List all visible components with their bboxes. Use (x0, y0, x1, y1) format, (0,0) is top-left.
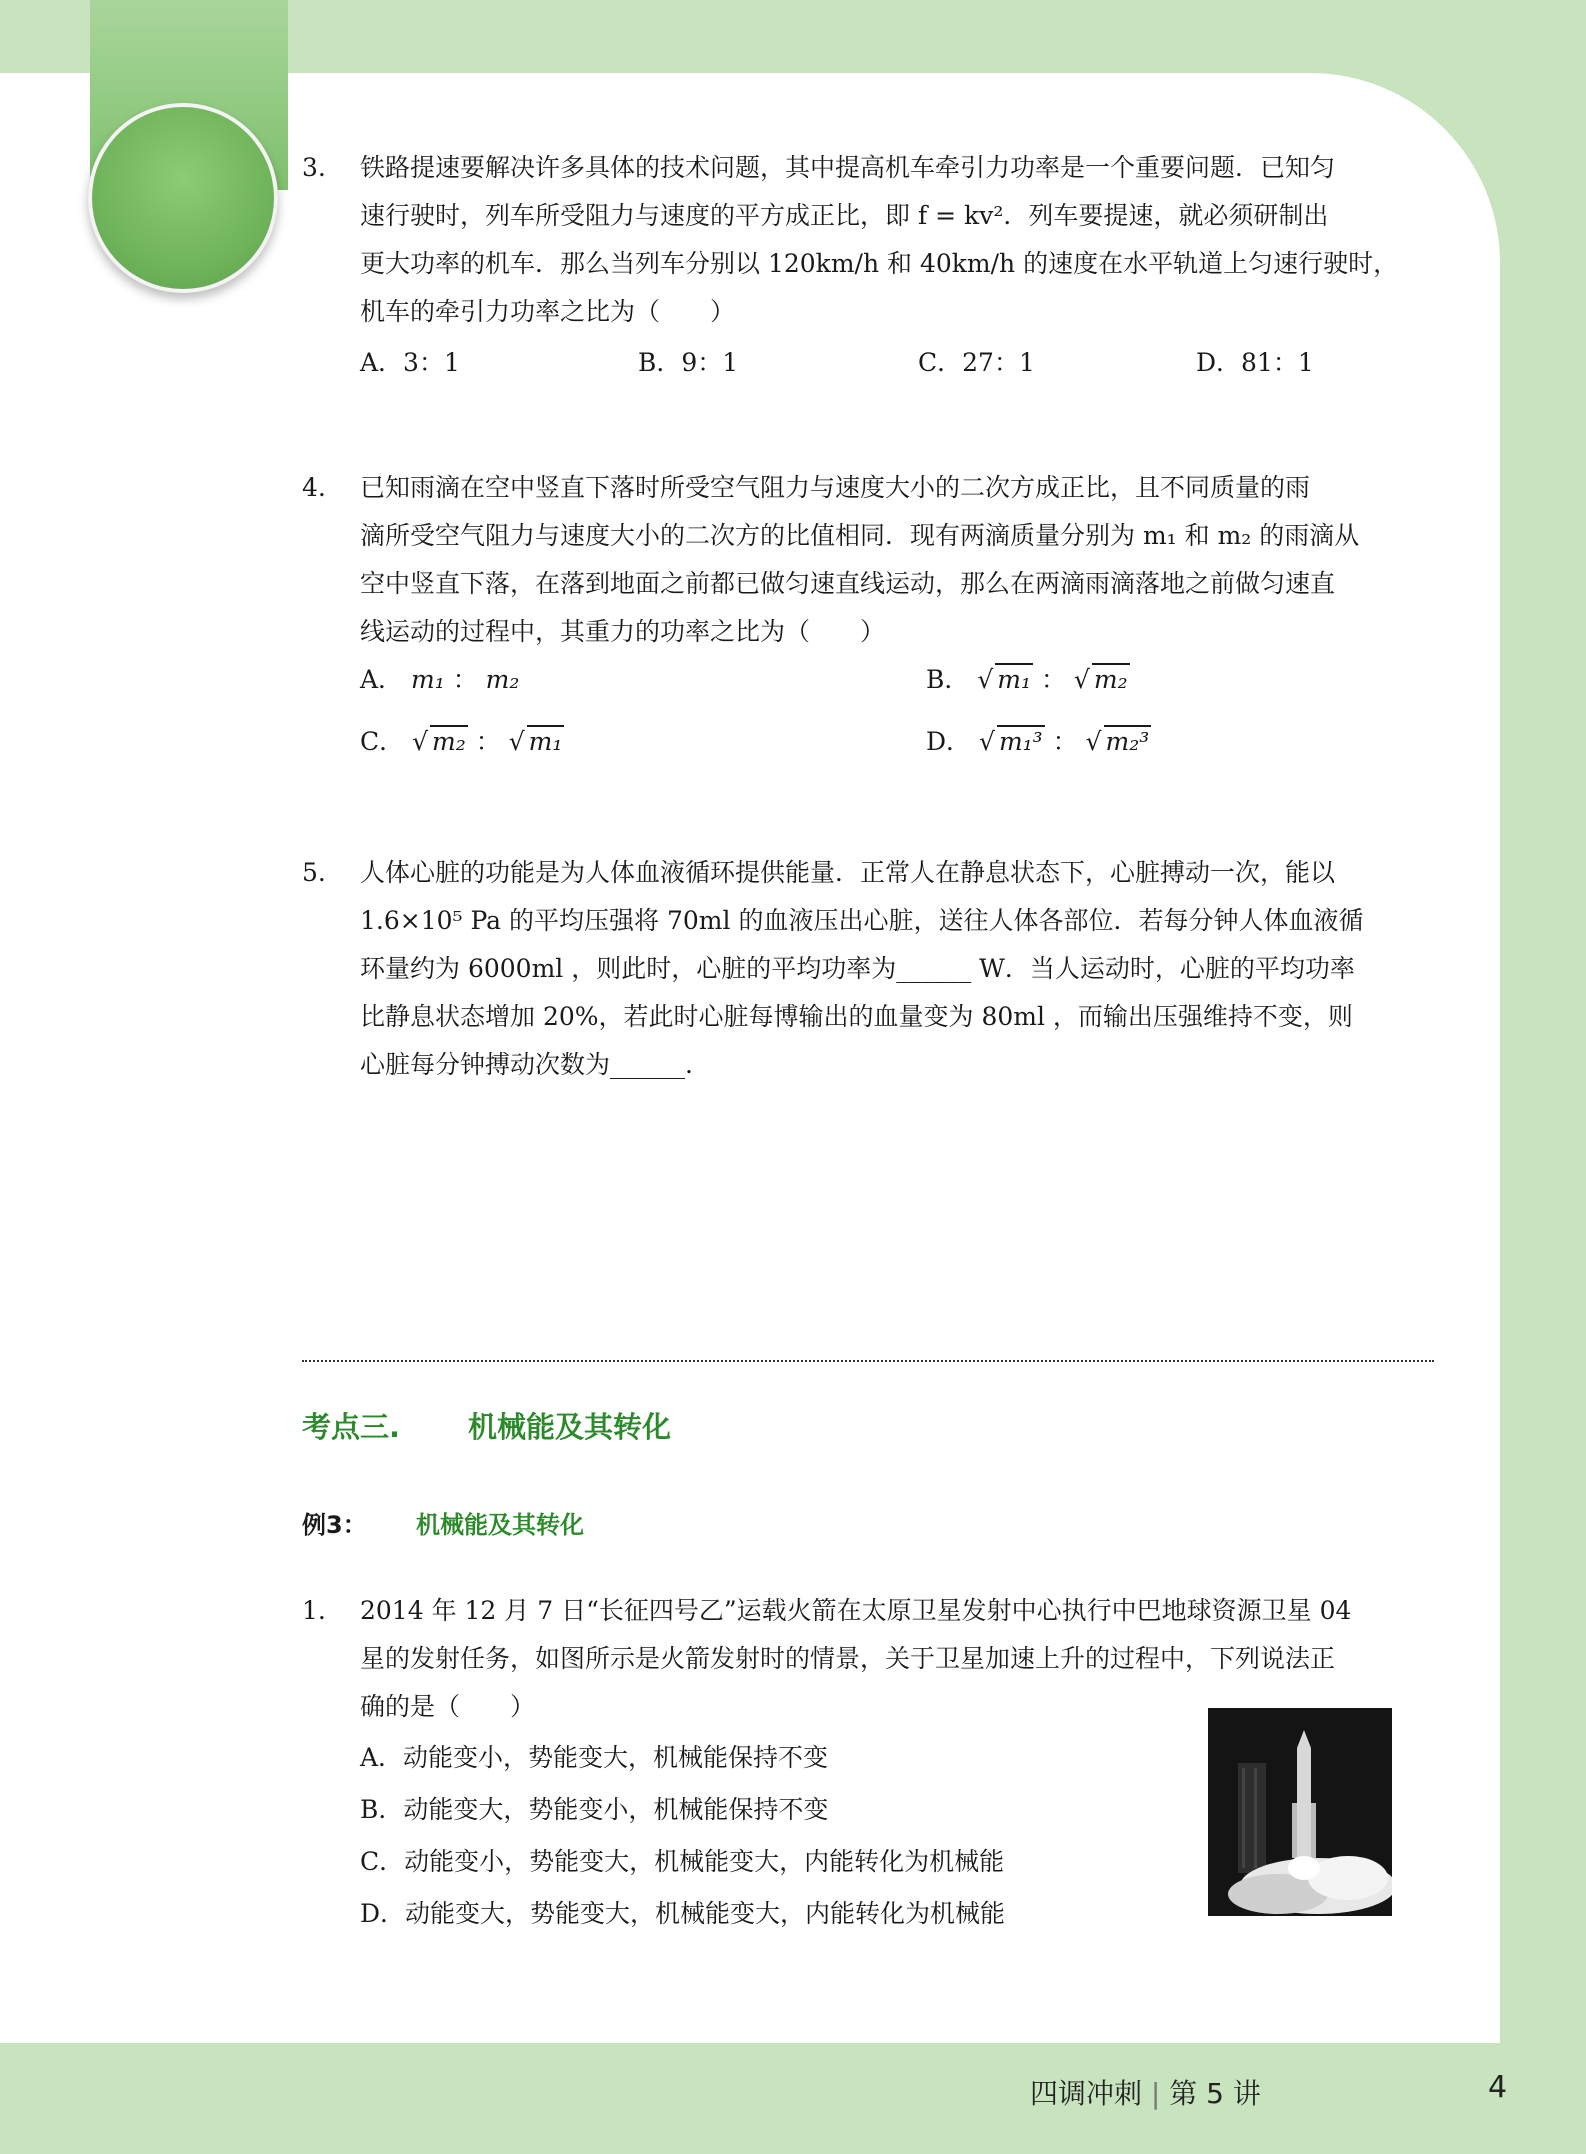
question-line: 机车的牵引力功率之比为（ ） (360, 297, 736, 326)
question-line: 线运动的过程中，其重力的功率之比为（ ） (360, 617, 886, 646)
question-line: 比静息状态增加 20%，若此时心脏每博输出的血量变为 80ml ，而输出压强维持不变，则 (360, 1002, 1353, 1031)
option-c[interactable]: C．动能变小，势能变大，机械能变大，内能转化为机械能 (360, 1847, 1005, 1876)
question-line: 星的发射任务，如图所示是火箭发射时的情景，关于卫星加速上升的过程中，下列说法正 (360, 1644, 1336, 1673)
option-b[interactable]: B． √ m₁ ： √ m₂ (926, 665, 1128, 694)
footer-course: 四调冲刺 | 第 5 讲 (1030, 2077, 1261, 2110)
section-label: 考点三. (302, 1410, 401, 1444)
ratio-sep: ： (1052, 727, 1078, 756)
page-number: 4 (1488, 2070, 1508, 2105)
question-line: 铁路提速要解决许多具体的技术问题，其中提高机车牵引力功率是一个重要问题．已知匀 (360, 153, 1336, 182)
question-3 (302, 144, 1442, 336)
math-sqrt-m2-cubed: m₂³ (1105, 727, 1150, 756)
question-line: 环量约为 6000ml ，则此时，心脏的平均功率为______ W．当人运动时，心脏的平均功率 (360, 954, 1355, 983)
rocket-launch-photo (1208, 1708, 1392, 1916)
example-heading (302, 1505, 584, 1540)
ratio-sep: ： (1040, 665, 1066, 694)
course-name: 四调冲刺 (1030, 2077, 1143, 2110)
question-line: 1.6×10⁵ Pa 的平均压强将 70ml 的血液压出心脏，送往人体各部位．若每分钟人体血液循 (360, 906, 1364, 935)
option-b[interactable]: B．9：1 (638, 348, 739, 377)
section-title: 机械能及其转化 (468, 1410, 672, 1444)
question-number: 1. (302, 1596, 326, 1625)
option-d[interactable]: D． √ m₁³ ： √ m₂³ (926, 727, 1150, 756)
math-sqrt-m1: m₁ (528, 727, 563, 756)
option-a[interactable]: A．3：1 (360, 348, 460, 377)
option-label: D． (926, 727, 972, 756)
math-m2: m₂ (485, 665, 520, 694)
question-line: 空中竖直下落，在落到地面之前都已做匀速直线运动，那么在两滴雨滴落地之前做匀速直 (360, 569, 1336, 598)
ratio-sep: ： (452, 665, 478, 694)
question-line: 确的是（ ） (360, 1692, 536, 1721)
example-title: 机械能及其转化 (416, 1511, 584, 1539)
question-number: 4. (302, 473, 326, 502)
math-m1: m₁ (411, 665, 445, 694)
question-line: 更大功率的机车．那么当列车分别以 120km/h 和 40km/h 的速度在水平轨道上匀速行驶时， (360, 249, 1399, 278)
section-heading (302, 1405, 672, 1446)
option-label: C． (360, 727, 405, 756)
question-line: 已知雨滴在空中竖直下落时所受空气阻力与速度大小的二次方成正比，且不同质量的雨 (360, 473, 1311, 502)
question-line: 2014 年 12 月 7 日“长征四号乙”运载火箭在太原卫星发射中心执行中巴地球资源卫星 04 (360, 1596, 1352, 1625)
option-d[interactable]: D．动能变大，势能变大，机械能变大，内能转化为机械能 (360, 1899, 1006, 1928)
section-divider (302, 1360, 1434, 1362)
example-label: 例3： (302, 1511, 367, 1539)
question-line: 人体心脏的功能是为人体血液循环提供能量．正常人在静息状态下，心脏搏动一次，能以 (360, 858, 1336, 887)
math-sqrt-m2: m₂ (432, 727, 466, 756)
ratio-sep: ： (475, 727, 501, 756)
question-number: 5. (302, 858, 326, 887)
option-label: B． (926, 665, 970, 694)
question-line: 速行驶时，列车所受阻力与速度的平方成正比，即 f = kv²．列车要提速，就必须研制出 (360, 201, 1329, 230)
lesson-label: 第 5 讲 (1169, 2077, 1261, 2110)
option-c[interactable]: C． √ m₂ ： √ m₁ (360, 727, 563, 756)
math-sqrt-m1: m₁ (997, 665, 1031, 694)
decorative-circle-icon (88, 103, 278, 293)
question-4 (302, 464, 1442, 656)
option-a[interactable]: A．动能变小，势能变大，机械能保持不变 (360, 1743, 829, 1772)
option-d[interactable]: D．81：1 (1196, 348, 1314, 377)
question-line: 心脏每分钟搏动次数为______. (360, 1050, 693, 1079)
option-b[interactable]: B．动能变大，势能变小，机械能保持不变 (360, 1795, 829, 1824)
question-number: 3. (302, 153, 326, 182)
option-label: A． (360, 665, 404, 694)
option-a[interactable] (360, 660, 519, 696)
math-sqrt-m2: m₂ (1093, 665, 1128, 694)
question-5 (302, 849, 1442, 1089)
question-line: 滴所受空气阻力与速度大小的二次方的比值相同．现有两滴质量分别为 m₁ 和 m₂ 的雨滴从 (360, 521, 1360, 550)
math-sqrt-m1-cubed: m₁³ (998, 727, 1043, 756)
option-c[interactable]: C．27：1 (918, 348, 1035, 377)
